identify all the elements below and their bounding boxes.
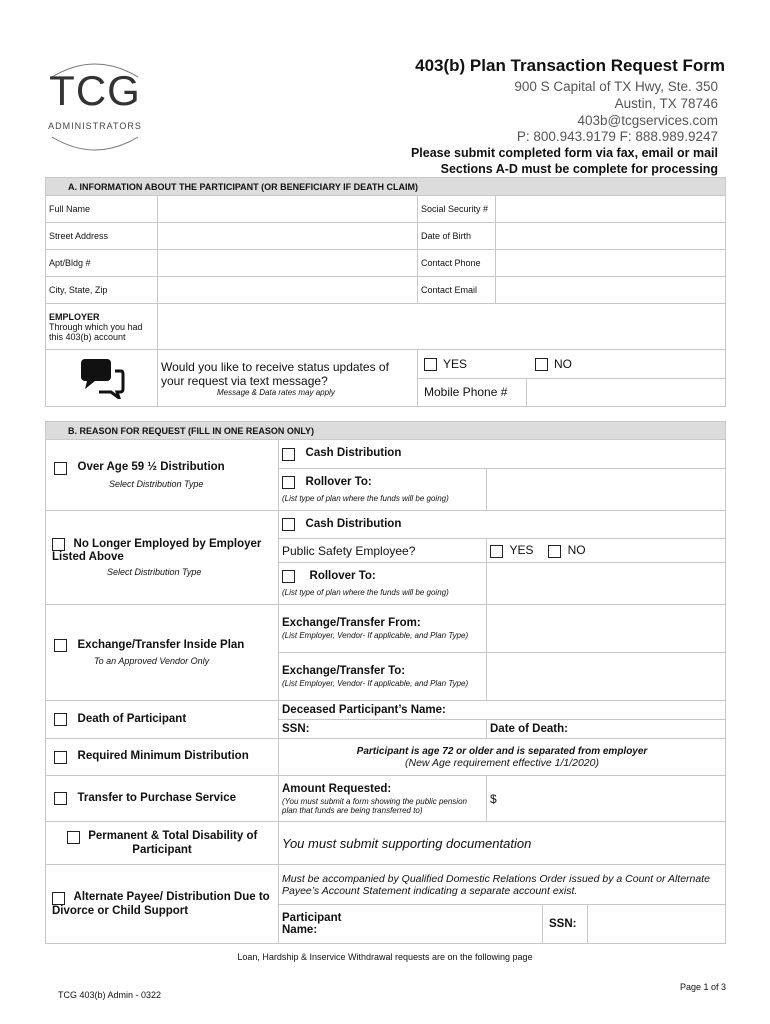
- amount-input[interactable]: [487, 776, 726, 822]
- participant-name-label: Participant Name:: [282, 912, 342, 936]
- death-option: [46, 701, 279, 739]
- exchange-to-note: (List Employer, Vendor- If applicable, and Plan Type): [282, 679, 469, 688]
- no-longer-cash-checkbox[interactable]: [282, 518, 295, 531]
- rates-note: Message & Data rates may apply: [217, 387, 335, 397]
- mobile-phone-input[interactable]: [527, 379, 725, 406]
- rmd-option: [46, 739, 279, 776]
- phone-fax-line: P: 800.943.9179 F: 888.989.9247: [516, 129, 718, 144]
- over59-rollover-cell: [279, 469, 487, 511]
- disability-label: Permanent & Total Disability of Participant: [88, 830, 258, 856]
- sections-note: Sections A-D must be complete for processing: [440, 162, 718, 176]
- purchase-service-option: [46, 776, 279, 822]
- exchange-from-note: (List Employer, Vendor- If applicable, and Plan Type): [282, 631, 469, 640]
- apt-input[interactable]: [158, 250, 418, 277]
- form-id: TCG 403(b) Admin - 0322: [58, 990, 162, 1000]
- employer-label: [46, 304, 158, 350]
- section-a-heading: A. INFORMATION ABOUT THE PARTICIPANT (OR BENEFICIARY IF DEATH CLAIM): [46, 178, 726, 196]
- contact-phone-label: Contact Phone: [418, 250, 496, 277]
- tcg-logo: [40, 55, 150, 155]
- exchange-from-cell: [279, 605, 487, 653]
- exchange-checkbox[interactable]: [54, 639, 67, 652]
- exchange-to-input[interactable]: [487, 653, 726, 701]
- text-yes-checkbox[interactable]: [424, 358, 437, 371]
- alt-payee-note: Must be accompanied by Qualified Domestic Relations Order issued by a Count or Alternate Payee’s Account Statement indicating a separate account exist.: [279, 865, 726, 905]
- no-longer-employed-option: [46, 511, 279, 605]
- public-safety-options: [487, 539, 726, 563]
- public-safety-no-checkbox[interactable]: [548, 545, 561, 558]
- exchange-option: [46, 605, 279, 701]
- amount-requested-label: Amount Requested:: [282, 782, 392, 795]
- deceased-name-field[interactable]: [279, 701, 726, 720]
- no-longer-cash-label: Cash Distribution: [305, 517, 402, 530]
- alt-payee-label: Alternate Payee/ Distribution Due to Divorce or Child Support: [52, 891, 270, 917]
- section-b-heading: B. REASON FOR REQUEST (FILL IN ONE REASON ONLY): [46, 422, 726, 440]
- chat-icon-cell: [46, 350, 158, 407]
- alt-payee-fields: [279, 905, 726, 944]
- mobile-phone-label: Mobile Phone #: [418, 379, 527, 406]
- public-safety-label: Public Safety Employee?: [279, 539, 487, 563]
- exchange-sub: To an Approved Vendor Only: [94, 656, 210, 667]
- over59-rollover-note: (List type of plan where the funds will be going): [282, 494, 449, 504]
- exchange-from-input[interactable]: [487, 605, 726, 653]
- over59-label: Over Age 59 ½ Distribution: [77, 461, 225, 474]
- next-page-note: Loan, Hardship & Inservice Withdrawal requests are on the following page: [237, 952, 533, 962]
- city-input[interactable]: [158, 277, 418, 304]
- no-longer-rollover-label: Rollover To:: [309, 569, 376, 582]
- exchange-to-cell: [279, 653, 487, 701]
- page-number: Page 1 of 3: [679, 982, 726, 992]
- over59-rollover-input[interactable]: [487, 469, 726, 511]
- dollar-sign: $: [490, 791, 497, 806]
- contact-email-label: Contact Email: [418, 277, 496, 304]
- date-of-death-label: Date of Death:: [490, 723, 568, 735]
- ssn-label: Social Security #: [418, 196, 496, 223]
- amount-requested-cell: [279, 776, 487, 822]
- logo-subtitle: ADMINISTRATORS: [48, 121, 142, 131]
- contact-phone-input[interactable]: [496, 250, 726, 277]
- disability-checkbox[interactable]: [67, 831, 80, 844]
- text-no-checkbox[interactable]: [535, 358, 548, 371]
- alt-payee-checkbox[interactable]: [52, 892, 65, 905]
- no-longer-rollover-checkbox[interactable]: [282, 570, 295, 583]
- disability-option: [46, 822, 279, 865]
- alt-ssn-input[interactable]: [587, 905, 725, 943]
- over59-select-type: Select Distribution Type: [109, 478, 204, 489]
- no-longer-select-type: Select Distribution Type: [107, 567, 202, 578]
- public-safety-yes-label: YES: [509, 542, 534, 557]
- rmd-checkbox[interactable]: [54, 751, 67, 764]
- dob-input[interactable]: [496, 223, 726, 250]
- text-no-label: NO: [554, 357, 573, 371]
- no-longer-employed-label: No Longer Employed by Employer Listed Above: [52, 537, 262, 564]
- death-label: Death of Participant: [77, 712, 187, 725]
- public-safety-yes-checkbox[interactable]: [490, 545, 503, 558]
- purchase-service-checkbox[interactable]: [54, 792, 67, 805]
- dob-label: Date of Birth: [418, 223, 496, 250]
- ssn-input[interactable]: [496, 196, 726, 223]
- date-of-death-field[interactable]: [487, 720, 726, 739]
- employer-input[interactable]: [158, 304, 726, 350]
- text-question: Would you like to receive status updates of your request via text message?: [161, 359, 389, 388]
- alt-ssn-label: SSN:: [542, 905, 587, 943]
- text-updates-options: [418, 350, 726, 407]
- amount-requested-note: (You must submit a form showing the public pension plan that funds are being transferred to): [282, 796, 467, 815]
- exchange-label: Exchange/Transfer Inside Plan: [77, 638, 245, 651]
- city-label: City, State, Zip: [46, 277, 158, 304]
- over59-cash-cell: [279, 440, 726, 469]
- chat-bubbles-icon: [77, 355, 127, 399]
- employer-title: EMPLOYER: [49, 311, 100, 322]
- rmd-note-cell: [279, 739, 726, 776]
- address-line-2: Austin, TX 78746: [614, 96, 718, 111]
- logo-mark: TCG: [49, 67, 141, 114]
- public-safety-no-label: NO: [567, 542, 586, 557]
- death-ssn-label: SSN:: [282, 723, 310, 735]
- purchase-service-label: Transfer to Purchase Service: [77, 791, 237, 804]
- no-longer-employed-checkbox[interactable]: [52, 538, 65, 551]
- over59-cash-checkbox[interactable]: [282, 448, 295, 461]
- employer-subtitle: Through which you had this 403(b) account: [49, 321, 143, 342]
- section-a-table: [45, 177, 726, 407]
- apt-label: Apt/Bldg #: [46, 250, 158, 277]
- street-input[interactable]: [158, 223, 418, 250]
- exchange-to-label: Exchange/Transfer To:: [282, 665, 406, 677]
- rmd-label: Required Minimum Distribution: [77, 750, 249, 763]
- over59-rollover-checkbox[interactable]: [282, 476, 295, 489]
- over59-cash-label: Cash Distribution: [305, 447, 402, 460]
- over59-option: [46, 440, 279, 511]
- rmd-note-1: Participant is age 72 or older and is separated from employer: [356, 745, 648, 757]
- full-name-label: Full Name: [46, 196, 158, 223]
- submit-note: Please submit completed form via fax, email or mail: [410, 146, 718, 160]
- full-name-input[interactable]: [158, 196, 418, 223]
- street-label: Street Address: [46, 223, 158, 250]
- over59-checkbox[interactable]: [54, 462, 67, 475]
- rmd-note-2: (New Age requirement effective 1/1/2020): [405, 756, 599, 769]
- text-updates-question: [158, 350, 418, 407]
- death-ssn-field[interactable]: [279, 720, 487, 739]
- no-longer-rollover-cell: [279, 563, 487, 605]
- no-longer-cash-cell: [279, 511, 726, 539]
- no-longer-rollover-note: (List type of plan where the funds will be going): [282, 588, 449, 598]
- text-yes-label: YES: [443, 357, 468, 371]
- alt-payee-option: [46, 865, 279, 944]
- form-title: 403(b) Plan Transaction Request Form: [415, 56, 725, 75]
- participant-name-input[interactable]: [342, 905, 542, 943]
- death-checkbox[interactable]: [54, 713, 67, 726]
- no-longer-rollover-input[interactable]: [487, 563, 726, 605]
- address-line-1: 900 S Capital of TX Hwy, Ste. 350: [514, 79, 718, 94]
- section-b-table: [45, 421, 726, 944]
- deceased-name-label: Deceased Participant’s Name:: [282, 704, 446, 716]
- exchange-from-label: Exchange/Transfer From:: [282, 617, 421, 629]
- contact-email-input[interactable]: [496, 277, 726, 304]
- disability-note: You must submit supporting documentation: [279, 822, 726, 865]
- contact-email-line: 403b@tcgservices.com: [577, 113, 718, 128]
- over59-rollover-label: Rollover To:: [305, 475, 372, 488]
